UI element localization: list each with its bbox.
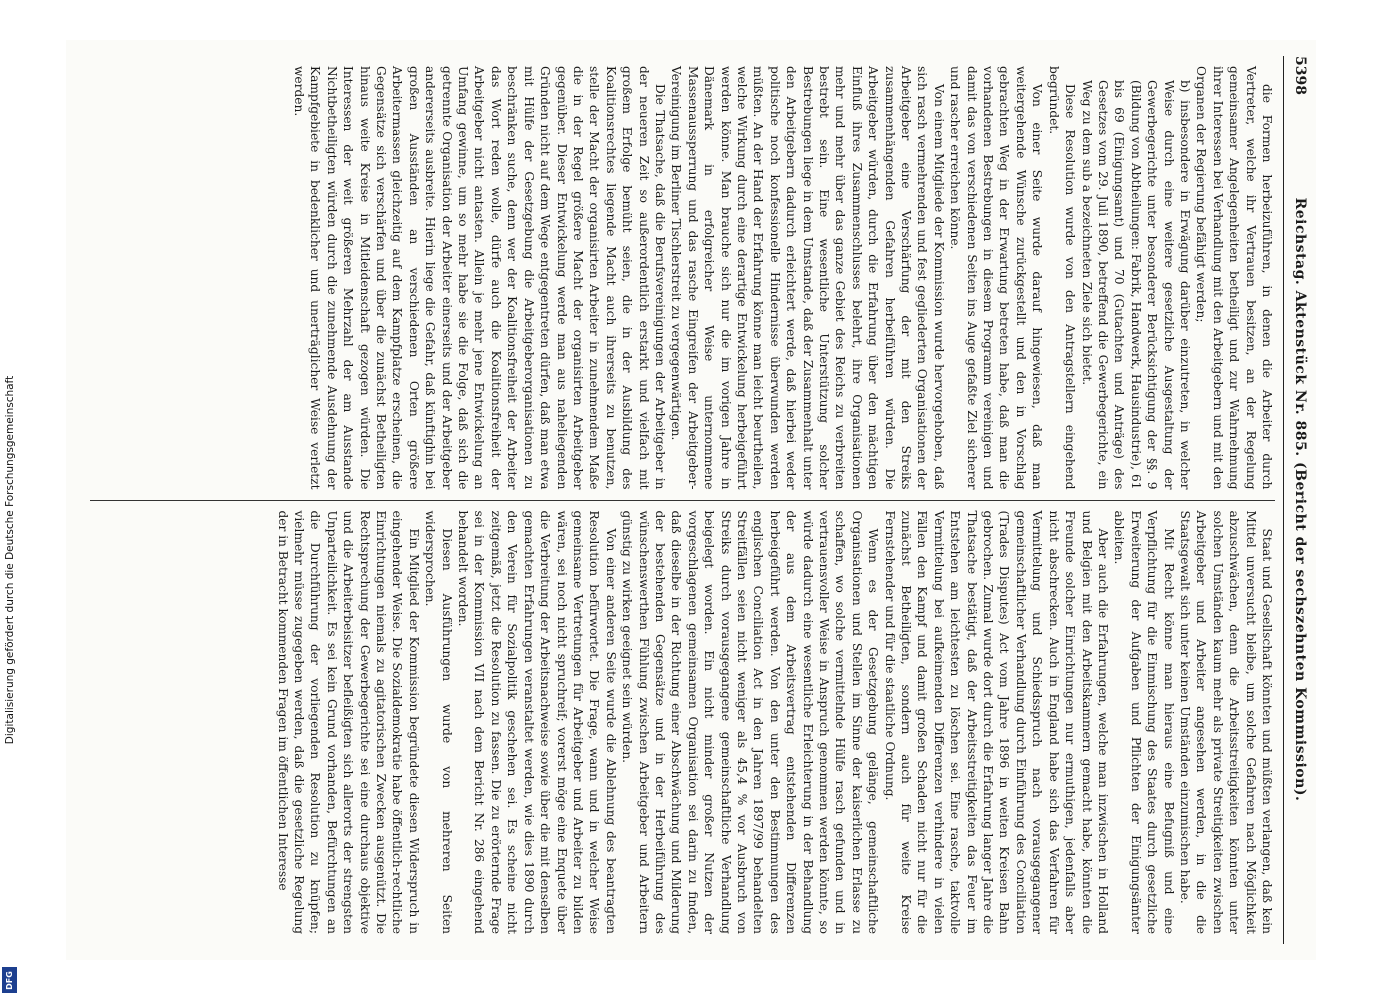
paragraph: Wenn es der Gesetzgebung gelänge, gemeinschaftliche Organisationen und Stellen im Sinne der kaiserlichen Erlasse zu schaffen, wo solche vermittelnde Hülfe rasch gefunden und in vertrauensvoller Weise in Anspruch genommen werden könnte, so würde dadurch eine wesentliche Erleichterung in der Behandlung der aus dem Arbeitsvertrag entstehenden Differenzen herbeigeführt werden. Von den unter den Bestimmungen des englischen Conciliation Act in den Jahren 1897/99 behandelten Streitfällen seien nicht weniger als 45,4 % vor Ausbruch von Streiks durch vorausgegangene gemeinschaftliche Verhandlung beigelegt worden. Ein nicht minder großer Nutzen der vorgeschlagenen gemeinsamen Organisation sei darin zu finden, daß dieselbe in der Richtung einer Abschwächung und Milderung der bestehenden Gegensätze und in der Herbeiführung des wünschenswerthen Fühlung zwischen Arbeitgeber und Arbeitern günstig zu wirken geeignet sein würden. — [620, 510, 881, 934]
page-number: 5398 — [1292, 56, 1308, 95]
paragraph: Von einem Mitgliede der Kommission wurde hervorgehoben, daß sich rasch vermehrenden und fest gegliederten Organisationen der Arbeitgeber eine Verschärfung der mit den Streiks zusammenhängenden Gefahren herbeiführen würden. Die Arbeitgeber würden, durch die Erfahrung über den mächtigen Einfluß ihres Zusammenschlusses belehrt, ihre Organisationen mehr und mehr über das ganze Gebiet des Reichs zu verbreiten bestrebt sein. Eine wesentliche Unterstützung solcher Bestrebungen liege in dem Umstande, daß der Zusammenhalt unter den Arbeitgebern dadurch erleichtert werde, daß hierbei weder politische noch konfessionelle Hindernisse überwunden werden müßten. An der Hand der Erfahrung könne man leicht beurtheilen, welche Wirkung durch eine derartige Entwickelung herbeigeführt werden könne. Man brauche sich nur die im vorigen Jahre in Dänemark in erfolgreicher Weise unternommene Massenaussperrung und das rasche Eingreifen der Arbeitgeber-Vereinigung im Berliner Tischlerstreit zu vergegenwärtigen. — [669, 66, 946, 490]
paragraph: Von einer anderen Seite wurde die Ablehnung des beantragten Resolution befürwortet. Die Frage, wann und in welcher Weise gemeinsame Vertretungen für Arbeitgeber und Arbeiter zu bilden wären, sei noch nicht spruchreif; vorerst möge eine Enquete über die Verbreitung der Arbeitsnachweise sowie über die mit denselben gemachten Erfahrungen veranstaltet werden, wie dies 1890 durch den Verein für Sozialpolitik geschehen sei. Es scheine nicht zeitgemäß, jetzt die Resolution zu fassen. Die zu erörternde Frage sei in der Kommission VII nach dem Bericht Nr. 286 eingehend behandelt worden. — [456, 510, 618, 934]
scan-credit-text: Digitalisierung gefördert durch die Deutsche Forschungsgemeinschaft — [4, 375, 16, 745]
left-column — [90, 56, 1275, 500]
paragraph: Diese Resolution wurde von den Antragstellern eingehend begründet. — [1046, 66, 1078, 490]
scan-credit — [2, 160, 18, 960]
paragraph: Mit Recht könne man hieraus eine Befugniß und eine Verpflichtung für die Einmischung des Staates durch gesetzliche Erweiterung der Aufgaben und Pflichten der Einigungsämter ableiten. — [1112, 510, 1176, 934]
scanned-page — [66, 40, 1316, 960]
paragraph: Die Thatsache, daß die Berufsvereinigungen der Arbeitgeber in der neueren Zeit so außerordentlich erstarkt und vielfach mit großem Erfolge bemüht seien, die in der Ausbildung des Koalitionsrechtes liegende Macht auch ihrerseits zu benutzen, stelle der Macht der organisirten Arbeiter in zunehmendem Maße die in der Regel größere Macht der organisirten Arbeitgeber gegenüber. Dieser Entwickelung werde man aus naheliegenden Gründen nicht auf dem Wege entgegentreten dürfen, daß man etwa mit Hülfe der Gesetzgebung die Arbeitgeberorganisationen zu beschränken suche, denn wer der Koalitionsfreiheit der Arbeiter das Wort reden wolle, dürfe auch die Koalitionsfreiheit der Arbeitgeber nicht antasten. Allein je mehr jene Entwickelung an Umfang gewinne, um so mehr habe sie die Folge, daß sich die getrennte Organisation der Arbeiter einerseits und der Arbeitgeber andererseits ausbreite. Hierin liege die Gefahr, daß künftighin bei großen Ausständen an verschiedenen Orten größere Arbeitermassen gleichzeitig auf dem Kampfplatze erscheinen, die Gegensätze sich verschärfen und über die zunächst Betheiligten hinaus weite Kreise in Mitleidenschaft gezogen würden. Die Interessen der weit größeren Mehrzahl der am Ausstande Nichtbetheiligten würden durch die zunehmende Ausdehnung der Kampfgebiete in bedenklicher und unerträglicher Weise verletzt werden. — [292, 66, 667, 490]
right-column — [90, 501, 1275, 945]
paragraph: Von einer Seite wurde darauf hingewiesen, daß man weitergehende Wünsche zurückgestellt und den in Vorschlag gebrachten Weg in der Erwartung betreten habe, daß man die vorhandenen Bestrebungen in diesem Programm vereinigen und damit das von verschiedenen Seiten ins Auge gefaßte Ziel sicherer und rascher erreichen könne. — [948, 66, 1045, 490]
paragraph: Diesen Ausführungen wurde von mehreren Seiten widersprochen. — [423, 510, 454, 934]
paragraph-item-b: b) insbesondere in Erwägung darüber einzutreten, in welcher Weise durch eine weitere gesetzliche Ausgestaltung der Gewerbegerichte unter besonderer Berücksichtigung der §§. 9 (Bildung von Abtheilungen: Fabrik, Handwerk, Hausindustrie), 61 bis 69 (Einigungsamt) und 70 (Gutachten und Anträge) des Gesetzes vom 29. Juli 1890, betreffend die Gewerbegerichte, ein Weg zu dem sub a bezeichneten Ziele sich bietet. — [1079, 80, 1192, 490]
paragraph: Aber auch die Erfahrungen, welche man inzwischen in Holland und Belgien mit den Arbeitskammern gemacht habe, könnten die Freunde solcher Einrichtungen nur ermuthigen, jedenfalls aber nicht abschrecken. Auch in England habe sich das Verfahren für Vermittelung und Schiedsspruch nach vorausgegangener gemeinschaftlicher Verhandlung durch Einführung des Conciliation (Trades Disputes) Act vom Jahre 1896 in weiten Kreisen Bahn gebrochen. Zumal wurde dort durch die Erfahrung langer Jahre die Thatsache bestätigt, daß der Arbeitsstreitigkeiten das Feuer im Entstehen am leichtesten zu löschen sei. Eine rasche, taktvolle Vermittelung bei aufkeimenden Differenzen verhindere in vielen Fällen den Kampf und damit großen Schaden nicht nur für die zunächst Betheiligten, sondern auch für weite Kreise Fernstehender und für die staatliche Ordnung. — [882, 510, 1110, 934]
text-columns — [90, 56, 1275, 944]
dfg-logo — [2, 967, 17, 993]
paragraph: die Formen herbeizuführen, in denen die Arbeiter durch Vertreter, welche ihr Vertrauen besitzen, an der Regelung gemeinsamer Angelegenheiten betheiligt und zur Wahrnehmung ihrer Interessen bei Verhandlung mit den Arbeitgebern und mit den Organen der Regierung befähigt werden; — [1194, 66, 1274, 490]
page-title: Reichstag. Aktenstück Nr. 885. (Bericht der sechszehnten Kommission). — [1292, 197, 1308, 802]
paragraph: Staat und Gesellschaft könnten und müßten verlangen, daß kein Mittel unversucht bleibe, um solche Gefahren nach Möglichkeit abzuschwächen, denn die Arbeitsstreitigkeiten könnten unter solchen Umständen kaum mehr als private Streitigkeiten zwischen Arbeitgeber und Arbeiter angesehen werden, in die die Staatsgewalt sich unter keinen Umständen einzumischen habe. — [1177, 510, 1274, 934]
running-head — [1283, 56, 1308, 944]
paragraph: Ein Mitglied der Kommission begründete diesen Widerspruch in eingehender Weise. Die Sozialdemokratie habe öffentlich-rechtliche Einrichtungen niemals zu agitatorischen Zwecken ausgenützt. Die Rechtsprechung der Gewerbegerichte sei eine durchaus objektive und die Arbeiterbeisitzer befleißigten sich allerorts der strengsten Unparteilichkeit. Es sei kein Grund vorhanden, Befürchtungen an die Durchführung der vorliegenden Resolution zu knüpfen; vielmehr müsse zugegeben werden, daß die gesetzliche Regelung der in Betracht kommenden Fragen im öffentlichen Interesse — [275, 510, 421, 934]
dfg-logo-text: DFG — [5, 970, 15, 990]
